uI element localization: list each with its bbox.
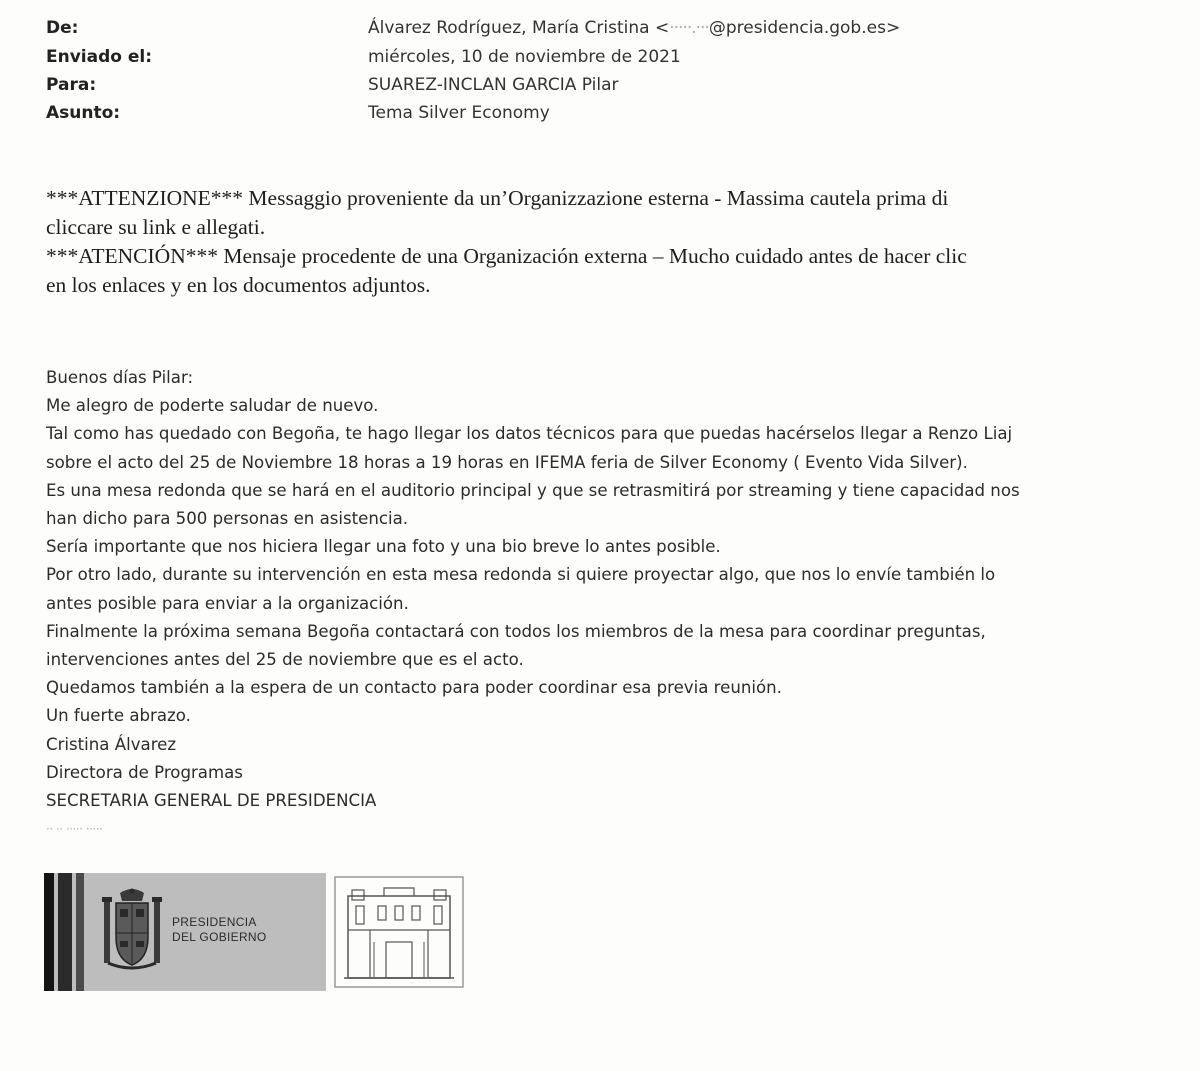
body-line: Sería importante que nos hiciera llegar una foto y una bio breve lo antes posible. bbox=[46, 537, 721, 557]
from-name: Álvarez Rodríguez, María Cristina < bbox=[368, 18, 670, 38]
body-line: Quedamos también a la espera de un contacto para poder coordinar esa previa reunión. bbox=[46, 678, 782, 698]
body-line: antes posible para enviar a la organización. bbox=[46, 593, 409, 613]
redacted-phone: ·· ·· ····· ····· bbox=[46, 822, 103, 837]
logo-line: PRESIDENCIA bbox=[172, 915, 257, 929]
external-sender-warning bbox=[46, 184, 1156, 300]
logo-text bbox=[172, 915, 267, 945]
body-line: Es una mesa redonda que se hará en el auditorio principal y que se retrasmitirá por streaming y tiene capacidad nos bbox=[46, 480, 1020, 500]
email-redacted: ·····.··· bbox=[669, 18, 709, 38]
warning-line: ***ATTENZIONE*** Messaggio proveniente da un’Organizzazione esterna - Massima cautela prima di bbox=[46, 186, 949, 210]
body-line: sobre el acto del 25 de Noviembre 18 horas a 19 horas en IFEMA feria de Silver Economy ( Evento Vida Silver). bbox=[46, 452, 968, 472]
warning-line: ***ATENCIÓN*** Mensaje procedente de una Organización externa – Mucho cuidado antes de hacer clic bbox=[46, 244, 967, 268]
body-line: Por otro lado, durante su intervención en esta mesa redonda si quiere proyectar algo, que nos lo envíe también lo bbox=[46, 565, 996, 585]
body-line: Un fuerte abrazo. bbox=[46, 706, 191, 726]
signature-org: SECRETARIA GENERAL DE PRESIDENCIA bbox=[46, 791, 377, 811]
body-line: intervenciones antes del 25 de noviembre que es el acto. bbox=[46, 650, 524, 670]
logo-stripe bbox=[76, 873, 84, 991]
signature-title: Directora de Programas bbox=[46, 762, 243, 782]
presidencia-logo bbox=[44, 873, 326, 991]
email-domain: @presidencia.gob.es> bbox=[708, 18, 901, 38]
warning-line: en los enlaces y en los documentos adjuntos. bbox=[46, 273, 431, 297]
logo-stripe bbox=[58, 873, 72, 991]
to-value: SUAREZ-INCLAN GARCIA Pilar bbox=[368, 75, 619, 95]
body-line: Tal como has quedado con Begoña, te hago llegar los datos técnicos para que puedas hacérselos llegar a Renzo Liaj bbox=[46, 424, 1013, 444]
subject-value: Tema Silver Economy bbox=[368, 103, 550, 123]
to-label: Para: bbox=[46, 75, 97, 95]
moncloa-building-icon bbox=[334, 876, 464, 988]
sent-value: miércoles, 10 de noviembre de 2021 bbox=[368, 47, 681, 67]
body-line: Finalmente la próxima semana Begoña contactará con todos los miembros de la mesa para coordinar preguntas, bbox=[46, 621, 986, 641]
subject-label: Asunto: bbox=[46, 103, 121, 123]
logo-line: DEL GOBIERNO bbox=[172, 930, 267, 944]
email-body bbox=[46, 364, 1166, 843]
from-label: De: bbox=[46, 18, 79, 38]
sent-label: Enviado el: bbox=[46, 47, 153, 67]
body-line: Me alegro de poderte saludar de nuevo. bbox=[46, 396, 379, 416]
body-line: han dicho para 500 personas en asistencia. bbox=[46, 509, 409, 529]
body-line: Buenos días Pilar: bbox=[46, 368, 194, 387]
spain-coat-of-arms-icon bbox=[102, 887, 162, 977]
warning-line: cliccare su link e allegati. bbox=[46, 215, 266, 239]
from-value bbox=[368, 18, 900, 38]
logo-stripe bbox=[44, 873, 54, 991]
signature-name: Cristina Álvarez bbox=[46, 734, 177, 754]
